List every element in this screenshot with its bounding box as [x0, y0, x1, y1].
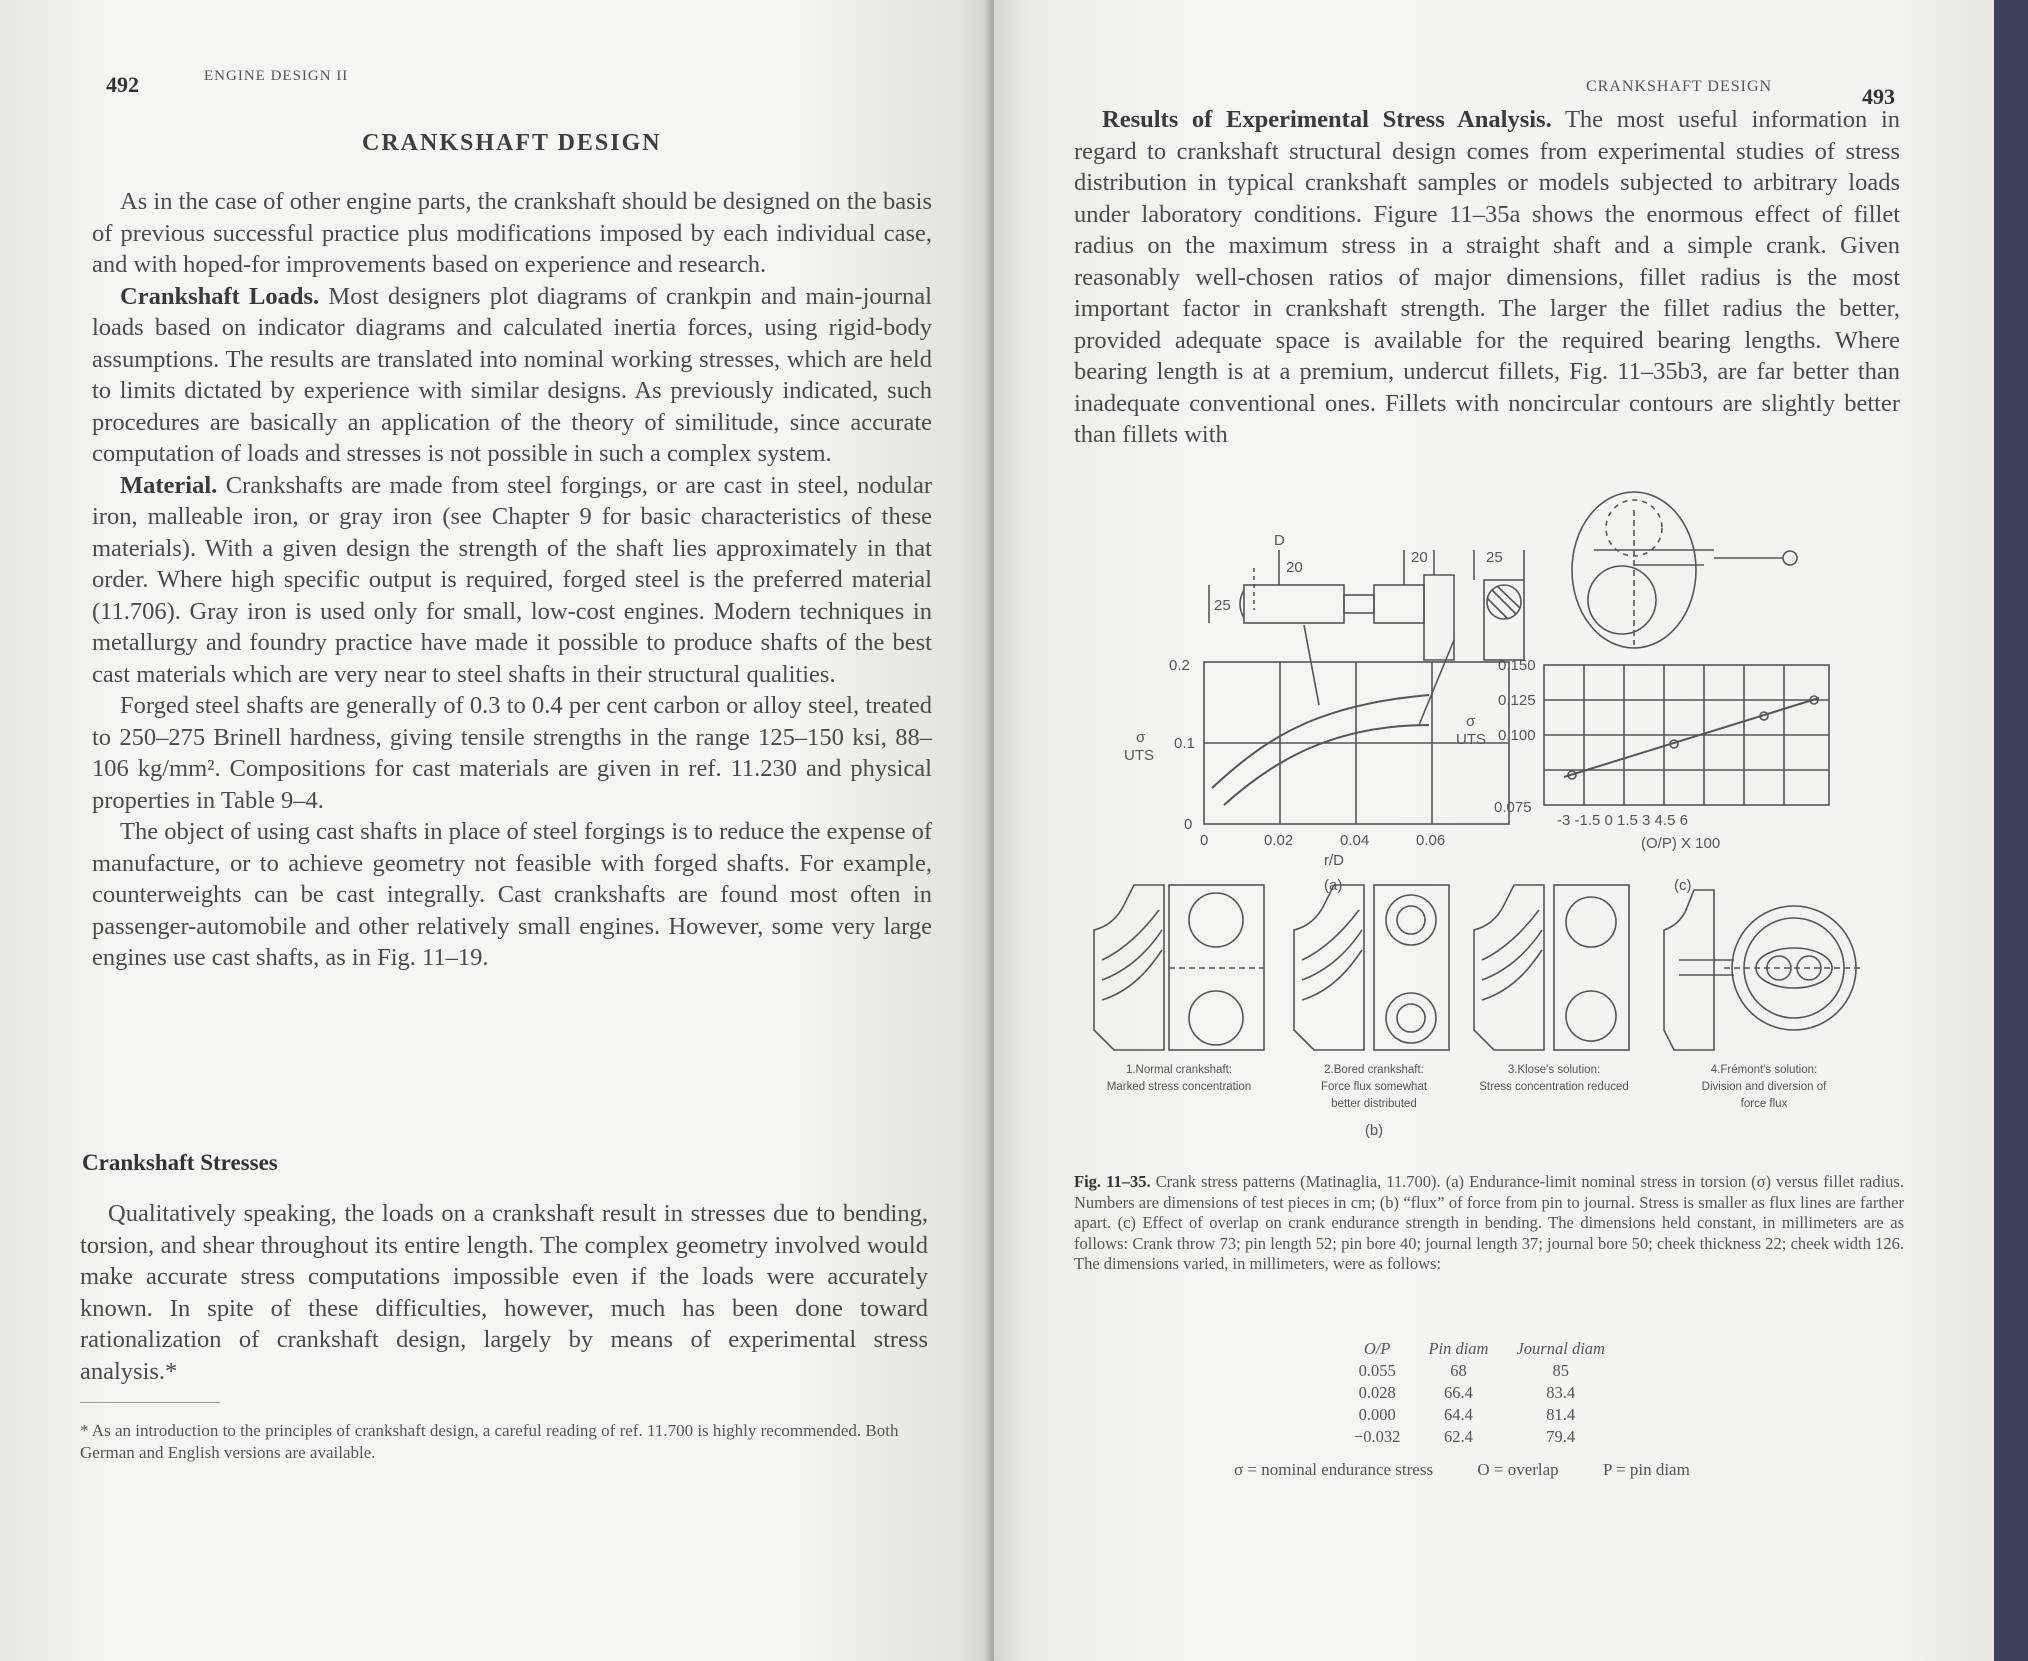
right-page [994, 0, 1994, 1661]
right-running-head: CRANKSHAFT DESIGN [1586, 78, 1773, 95]
dim-label: 25 [1486, 549, 1503, 566]
sketch-4-title: 4.Frémont's solution: [1710, 1064, 1818, 1076]
run-in-head: Material. [120, 471, 218, 499]
y-axis-label-den: UTS [1124, 747, 1154, 764]
sketch-3-title: 3.Klose's solution: [1507, 1064, 1601, 1076]
panel-c-label: (c) [1674, 877, 1692, 894]
y-tick: 0.1 [1174, 735, 1195, 752]
y-axis-label-den: UTS [1456, 731, 1486, 748]
x-tick: 0.06 [1416, 832, 1446, 849]
leader-line [1304, 625, 1319, 705]
dim-label: 25 [1214, 597, 1231, 614]
paragraph-results: Results of Experimental Stress Analysis. The most useful information in regard to crankshaft structural design comes from experimental studies of stress distribution in typical crankshaft samples or models subjected to arbitrary loads under laboratory conditions. Figure 11–35a shows the enormous effect of fillet radius on the maximum stress in a straight shaft and a simple crank. Given reasonably well-chosen ratios of major dimensions, fillet radius is the most important factor in crankshaft strength. The larger the fillet radius the better, provided adequate space is available for the required bearing lengths. Where bearing length is at a premium, undercut fillets, Fig. 11–35b3, are far better than inadequate conventional ones. Fillets with noncircular contours are slightly better than fillets with [1074, 106, 1901, 448]
left-running-head: ENGINE DESIGN II [204, 68, 349, 84]
sketch-1-note: Marked stress concentration [1106, 1081, 1252, 1093]
table-row: 0.000 64.4 81.4 [1358, 1405, 1576, 1424]
chart-c-line [1564, 698, 1819, 777]
dim-label: 20 [1286, 559, 1303, 576]
y-tick: 0.2 [1169, 657, 1190, 674]
y-tick: 0 [1184, 816, 1193, 833]
legend-overlap: O = overlap [1477, 1460, 1559, 1479]
x-tick: 0.02 [1264, 832, 1294, 849]
chart-c-frame [1544, 665, 1829, 805]
flux-sketch-3 [1474, 885, 1629, 1050]
legend-sigma: σ = nominal endurance stress [1234, 1460, 1434, 1479]
panel-a-label: (a) [1324, 877, 1343, 894]
left-page-number: 492 [106, 72, 139, 97]
x-ticks: -3 -1.5 0 1.5 3 4.5 6 [1557, 812, 1688, 829]
right-page-number: 493 [1862, 84, 1895, 109]
figure-11-35 [1074, 490, 1934, 1160]
x-tick: 0 [1200, 832, 1209, 849]
dim-label: D [1274, 532, 1285, 549]
paragraph-stresses: Qualitatively speaking, the loads on a crankshaft result in stresses due to bending, torsion, and shear throughout its entire length. The complex geometry involved would make accurate stress computations impossible even if the loads were accurately known. In spite of these difficulties, however, much has been done toward rationalization of crankshaft design, largely by means of experimental stress analysis.* [80, 1200, 928, 1385]
test-piece-diagram [1209, 550, 1524, 660]
flux-sketch-2 [1294, 885, 1449, 1050]
x-axis-label: r/D [1324, 852, 1344, 869]
sketch-4-note: Division and diversion of [1701, 1081, 1827, 1093]
y-tick: 0.150 [1498, 657, 1536, 674]
y-axis-label-num: σ [1466, 713, 1476, 730]
table-header: O/P [1363, 1339, 1391, 1358]
y-tick: 0.125 [1498, 692, 1536, 709]
run-in-head: Crankshaft Loads. [120, 282, 320, 310]
table-row: 0.028 66.4 83.4 [1358, 1383, 1576, 1402]
y-tick: 0.075 [1494, 799, 1532, 816]
paragraph-forged-steel: Forged steel shafts are generally of 0.3 to 0.4 per cent carbon or alloy steel, treated to 250–275 Brinell hardness, giving tensile strengths in the range 125–150 ksi, 88–106 kg/mm². Compositions for cast materials are given in ref. 11.230 and physical properties in Table 9–4. [92, 692, 932, 814]
paragraph-material: Material. Crankshafts are made from steel forgings, or are cast in steel, nodular iron, malleable iron, or gray iron (see Chapter 9 for basic characteristics of these materials). With a given design the strength of the shaft lies approximately in that order. Where high specific output is required, forged steel is the preferred material (11.706). Gray iron is used only for small, low-cost engines. Modern techniques in metallurgy and foundry practice have made it possible to produce shafts of the best cast materials which are very near to steel shafts in their structural qualities. [92, 471, 932, 688]
x-axis-label: (O/P) X 100 [1641, 835, 1721, 852]
chart-a-curve-lower [1224, 725, 1429, 805]
paragraph-crankshaft-loads: Crankshaft Loads. Most designers plot diagrams of crankpin and main-journal loads based on indicator diagrams and calculated inertia forces, using rigid-body assumptions. The results are translated into nominal working stresses, which are held to limits dictated by experience with similar designs. As previously indicated, such procedures are basically an application of the theory of similitude, since accurate computation of loads and stresses is not possible in such a complex system. [92, 282, 932, 467]
sketch-2-title: 2.Bored crankshaft: [1324, 1064, 1424, 1076]
stresses-body [80, 1198, 928, 1387]
flux-sketch-4 [1664, 890, 1864, 1050]
paragraph-intro: As in the case of other engine parts, the crankshaft should be designed on the basis of previous successful practice plus modifications imposed by each individual case, and with hoped-for improvements based on experience and research. [92, 188, 932, 278]
table-row: 0.055 68 85 [1358, 1361, 1569, 1380]
run-in-head: Results of Experimental Stress Analysis. [1102, 106, 1552, 133]
dimensions-table [1354, 1338, 1633, 1448]
y-tick: 0.100 [1498, 727, 1536, 744]
left-page [0, 0, 992, 1661]
crank-section-diagram [1572, 492, 1797, 648]
subsection-title: Crankshaft Stresses [82, 1150, 278, 1175]
sketch-4-note: force flux [1740, 1098, 1788, 1110]
table-header: Journal diam [1516, 1339, 1605, 1358]
figure-caption: Fig. 11–35. Crank stress patterns (Matinaglia, 11.700). (a) Endurance-limit nominal stress in torsion (σ) versus fillet radius. Numbers are dimensions of test pieces in cm; (b) “flux” of force from pin to journal. Stress is smaller as flux lines are farther apart. (c) Effect of overlap on crank endurance strength in bending. The dimensions held constant, in millimeters are as follows: Crank throw 73; pin length 52; pin bore 40; journal length 37; journal bore 50; cheek thickness 22; cheek width 126. The dimensions varied, in millimeters, were as follows: [1074, 1172, 1904, 1273]
panel-b-label: (b) [1364, 1122, 1384, 1139]
footnote-rule [80, 1402, 220, 1403]
sketch-2-note: Force flux somewhat [1320, 1081, 1428, 1093]
left-body [92, 186, 932, 974]
footnote: * As an introduction to the principles of crankshaft design, a careful reading of ref. 11.700 is highly recommended. Both German and English versions are available. [80, 1421, 899, 1462]
sketch-1-title: 1.Normal crankshaft: [1125, 1064, 1233, 1076]
flux-sketch-1 [1094, 885, 1264, 1050]
sketch-2-note: better distributed [1331, 1098, 1417, 1110]
paragraph-cast-shafts: The object of using cast shafts in place of steel forgings is to reduce the expense of manufacture, or to achieve geometry not feasible with forged shafts. For example, counterweights can be cast integrally. Cast crankshafts are found most often in passenger-automobile and other relatively small engines. However, some very large engines use cast shafts, as in Fig. 11–19. [92, 818, 932, 971]
right-body [1074, 104, 1900, 451]
section-title: CRANKSHAFT DESIGN [362, 130, 662, 156]
chart-a-curve-upper [1212, 695, 1429, 788]
table-row: −0.032 62.4 79.4 [1354, 1427, 1576, 1446]
y-axis-label-num: σ [1136, 729, 1146, 746]
caption-label: Fig. 11–35. [1074, 1172, 1151, 1191]
table-legend [1234, 1460, 1730, 1480]
x-tick: 0.04 [1340, 832, 1370, 849]
dim-label: 20 [1411, 549, 1428, 566]
table-header: Pin diam [1428, 1339, 1489, 1358]
sketch-3-note: Stress concentration reduced [1479, 1081, 1629, 1093]
legend-pin-diam: P = pin diam [1602, 1460, 1690, 1479]
